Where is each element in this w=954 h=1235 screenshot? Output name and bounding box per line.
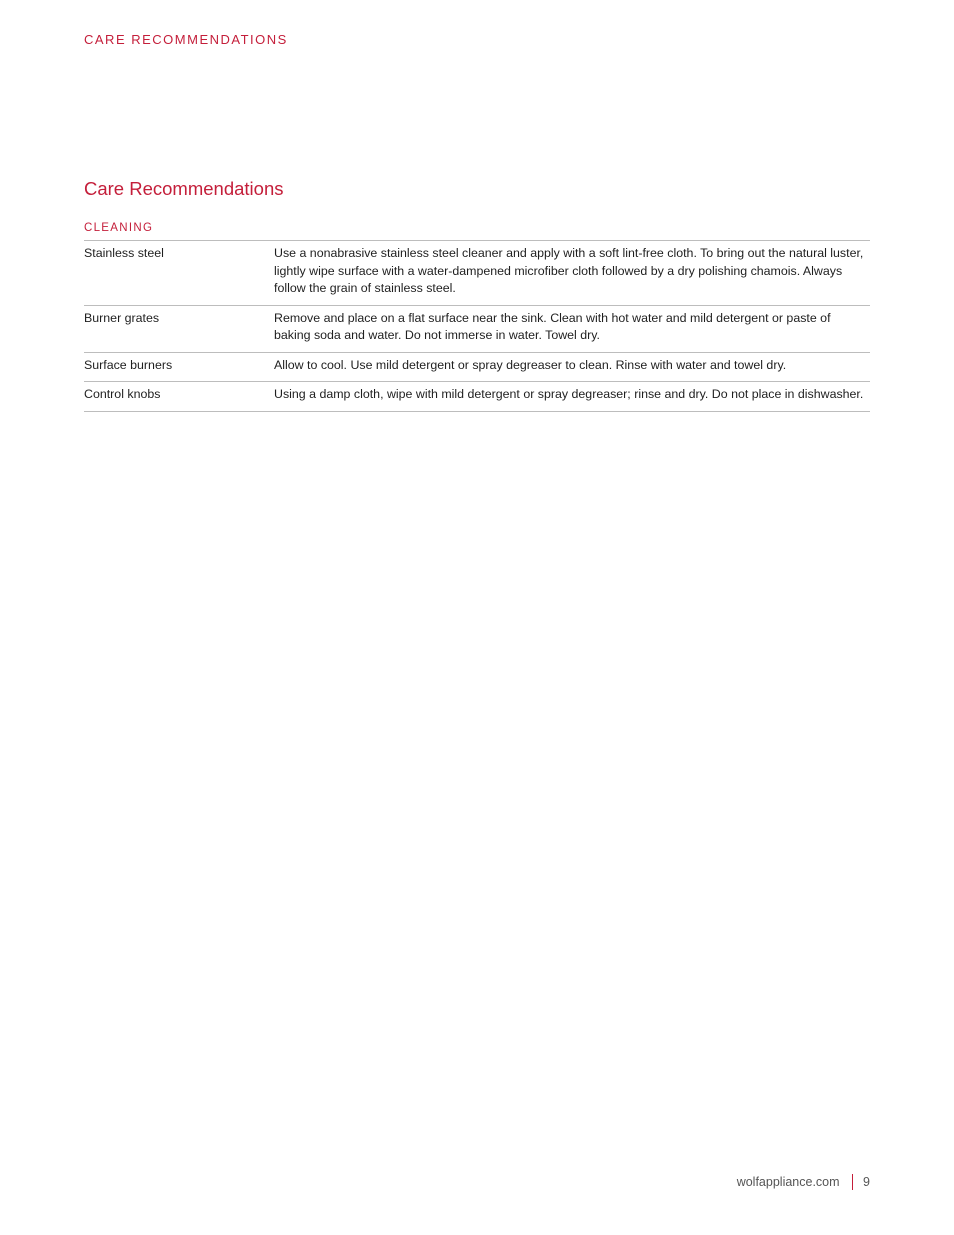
table-row: [84, 382, 870, 412]
care-table: [84, 240, 870, 412]
table-row: [84, 306, 870, 353]
running-header: CARE RECOMMENDATIONS: [84, 32, 288, 47]
footer-divider: [852, 1174, 854, 1190]
care-item-description: Remove and place on a flat surface near the sink. Clean with hot water and mild detergent or paste of baking soda and water. Do not immerse in water. Towel dry.: [274, 310, 831, 342]
care-item-name: Burner grates: [84, 310, 160, 325]
care-item-description: Allow to cool. Use mild detergent or spray degreaser to clean. Rinse with water and towel dry.: [274, 357, 787, 372]
care-item-name: Control knobs: [84, 387, 161, 401]
care-item-description: Use a nonabrasive stainless steel cleaner and apply with a soft lint-free cloth. To bring out the natural luster, lightly wipe surface with a water-dampened microfiber cloth followed by a dry polishing chamois. Always follow the grain of stainless steel.: [274, 246, 864, 295]
table-row: [84, 353, 870, 383]
care-item-name: Surface burners: [84, 357, 173, 372]
care-item-description: Using a damp cloth, wipe with mild detergent or spray degreaser; rinse and dry. Do not place in dishwasher.: [274, 387, 864, 401]
section-label-cleaning: CLEANING: [84, 222, 154, 234]
footer-website-link[interactable]: wolfappliance.com: [736, 1175, 840, 1189]
page-footer: [737, 1174, 870, 1190]
page-number: 9: [863, 1175, 870, 1189]
page-title: Care Recommendations: [84, 178, 284, 199]
table-row: [84, 241, 870, 306]
care-item-name: Stainless steel: [84, 246, 164, 260]
